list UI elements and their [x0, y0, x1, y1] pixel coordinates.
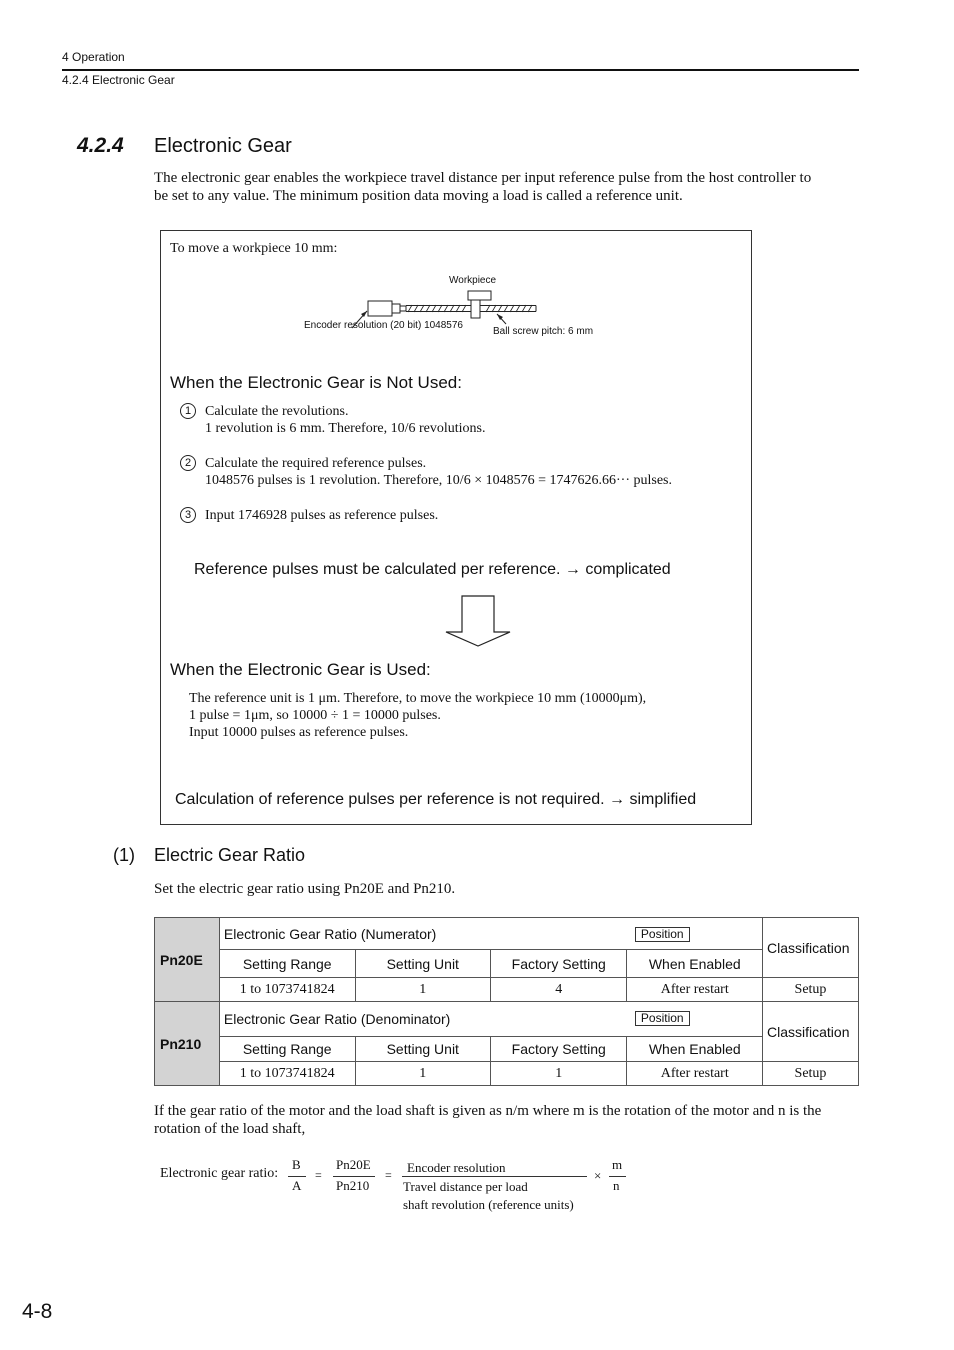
fraction-bar [609, 1176, 626, 1177]
example-box [160, 230, 752, 825]
formula-pn210: Pn210 [336, 1178, 370, 1193]
table-row [155, 978, 859, 1002]
ratio-intro: Set the electric gear ratio using Pn20E and Pn210. [154, 881, 456, 897]
header-setting-unit: Setting Unit [355, 950, 490, 978]
formula-m: m [612, 1157, 623, 1172]
param-name: Electronic Gear Ratio (Numerator) [223, 925, 437, 942]
header-when-enabled: When Enabled [627, 950, 763, 978]
value-when-enabled: After restart [627, 1062, 763, 1086]
equals-sign: = [315, 1168, 322, 1182]
header-factory-setting: Factory Setting [491, 950, 627, 978]
used-line-1: The reference unit is 1 μm. Therefore, to move the workpiece 10 mm (10000μm), [189, 691, 647, 706]
param-name-cell [219, 918, 762, 950]
after-table-line-1: If the gear ratio of the motor and the load shaft is given as n/m where m is the rotation of the motor and n is the [154, 1103, 822, 1119]
equals-sign: = [385, 1168, 392, 1182]
value-factory-setting: 4 [491, 978, 627, 1002]
page-number: 4-8 [22, 1300, 53, 1323]
times-sign: × [594, 1168, 602, 1183]
parameter-table [154, 917, 859, 1086]
position-tag: Position [635, 1011, 690, 1026]
header-section: 4.2.4 Electronic Gear [62, 73, 175, 87]
formula-pn20e: Pn20E [336, 1157, 371, 1172]
formula-b: B [292, 1157, 301, 1172]
encoder-label: Encoder resolution (20 bit) 1048576 [304, 320, 463, 331]
header-chapter: 4 Operation [62, 50, 125, 64]
formula-encoder: Encoder resolution [407, 1160, 506, 1175]
param-name: Electronic Gear Ratio (Denominator) [223, 1011, 451, 1027]
step-2-line-1: Calculate the required reference pulses. [205, 456, 427, 471]
step-2-number: 2 [180, 455, 196, 471]
formula-n: n [613, 1178, 620, 1193]
value-factory-setting: 1 [491, 1062, 627, 1086]
not-used-title: When the Electronic Gear is Not Used: [170, 373, 462, 392]
classification-label: Classification [763, 918, 859, 978]
step-1-number: 1 [180, 403, 196, 419]
header-rule [62, 69, 859, 71]
used-line-3: Input 10000 pulses as reference pulses. [189, 725, 409, 740]
step-1-line-1: Calculate the revolutions. [205, 404, 349, 419]
step-2-line-2: 1048576 pulses is 1 revolution. Therefore, 10/6 × 1048576 = 1747626.66··· pulses. [205, 473, 672, 488]
table-row [155, 1062, 859, 1086]
value-setting-range: 1 to 1073741824 [219, 978, 355, 1002]
param-id-pn20e: Pn20E [155, 918, 220, 1002]
table-row [155, 950, 859, 978]
value-setting-unit: 1 [355, 1062, 490, 1086]
screw-pitch-label: Ball screw pitch: 6 mm [493, 326, 594, 337]
header-setting-unit: Setting Unit [355, 1037, 490, 1062]
step-3-line-1: Input 1746928 pulses as reference pulses. [205, 508, 439, 523]
workpiece-label: Workpiece [449, 275, 497, 286]
section-number: 4.2.4 [77, 134, 124, 157]
intro-line-2: be set to any value. The minimum position data moving a load is called a reference unit. [154, 188, 683, 204]
position-tag: Position [635, 927, 690, 942]
header-factory-setting: Factory Setting [491, 1037, 627, 1062]
complicated-note: Reference pulses must be calculated per reference. → complicated [194, 561, 671, 578]
ratio-heading: Electric Gear Ratio [154, 845, 306, 865]
used-title: When the Electronic Gear is Used: [170, 660, 431, 679]
formula-a: A [292, 1178, 302, 1193]
table-row [155, 918, 859, 950]
header-setting-range: Setting Range [219, 950, 355, 978]
header-when-enabled: When Enabled [627, 1037, 763, 1062]
section-title: Electronic Gear [154, 135, 292, 157]
used-line-2: 1 pulse = 1μm, so 10000 ÷ 1 = 10000 pulses. [189, 708, 441, 723]
table-row [155, 1002, 859, 1037]
down-arrow-icon [445, 595, 513, 649]
param-id-pn210: Pn210 [155, 1002, 220, 1086]
formula-travel-1: Travel distance per load [403, 1179, 528, 1194]
step-3-number: 3 [180, 507, 196, 523]
fraction-bar [288, 1176, 306, 1177]
fraction-bar [402, 1176, 587, 1177]
simplified-note: Calculation of reference pulses per reference is not required. → simplified [175, 791, 697, 808]
fraction-bar [333, 1176, 375, 1177]
ratio-heading-number: (1) [113, 845, 135, 865]
step-1-line-2: 1 revolution is 6 mm. Therefore, 10/6 revolutions. [205, 421, 486, 436]
after-table-line-2: rotation of the load shaft, [154, 1121, 306, 1137]
header-setting-range: Setting Range [219, 1037, 355, 1062]
intro-line-1: The electronic gear enables the workpiece travel distance per input reference pulse from the host controller to [154, 170, 812, 186]
value-setting-unit: 1 [355, 978, 490, 1002]
value-classification: Setup [763, 978, 859, 1002]
param-name-cell [219, 1002, 762, 1037]
table-row [155, 1037, 859, 1062]
value-setting-range: 1 to 1073741824 [219, 1062, 355, 1086]
value-when-enabled: After restart [627, 978, 763, 1002]
value-classification: Setup [763, 1062, 859, 1086]
formula-label: Electronic gear ratio: [160, 1166, 279, 1181]
formula-travel-2: shaft revolution (reference units) [403, 1197, 574, 1212]
box-intro: To move a workpiece 10 mm: [170, 241, 338, 256]
classification-label: Classification [763, 1002, 859, 1062]
